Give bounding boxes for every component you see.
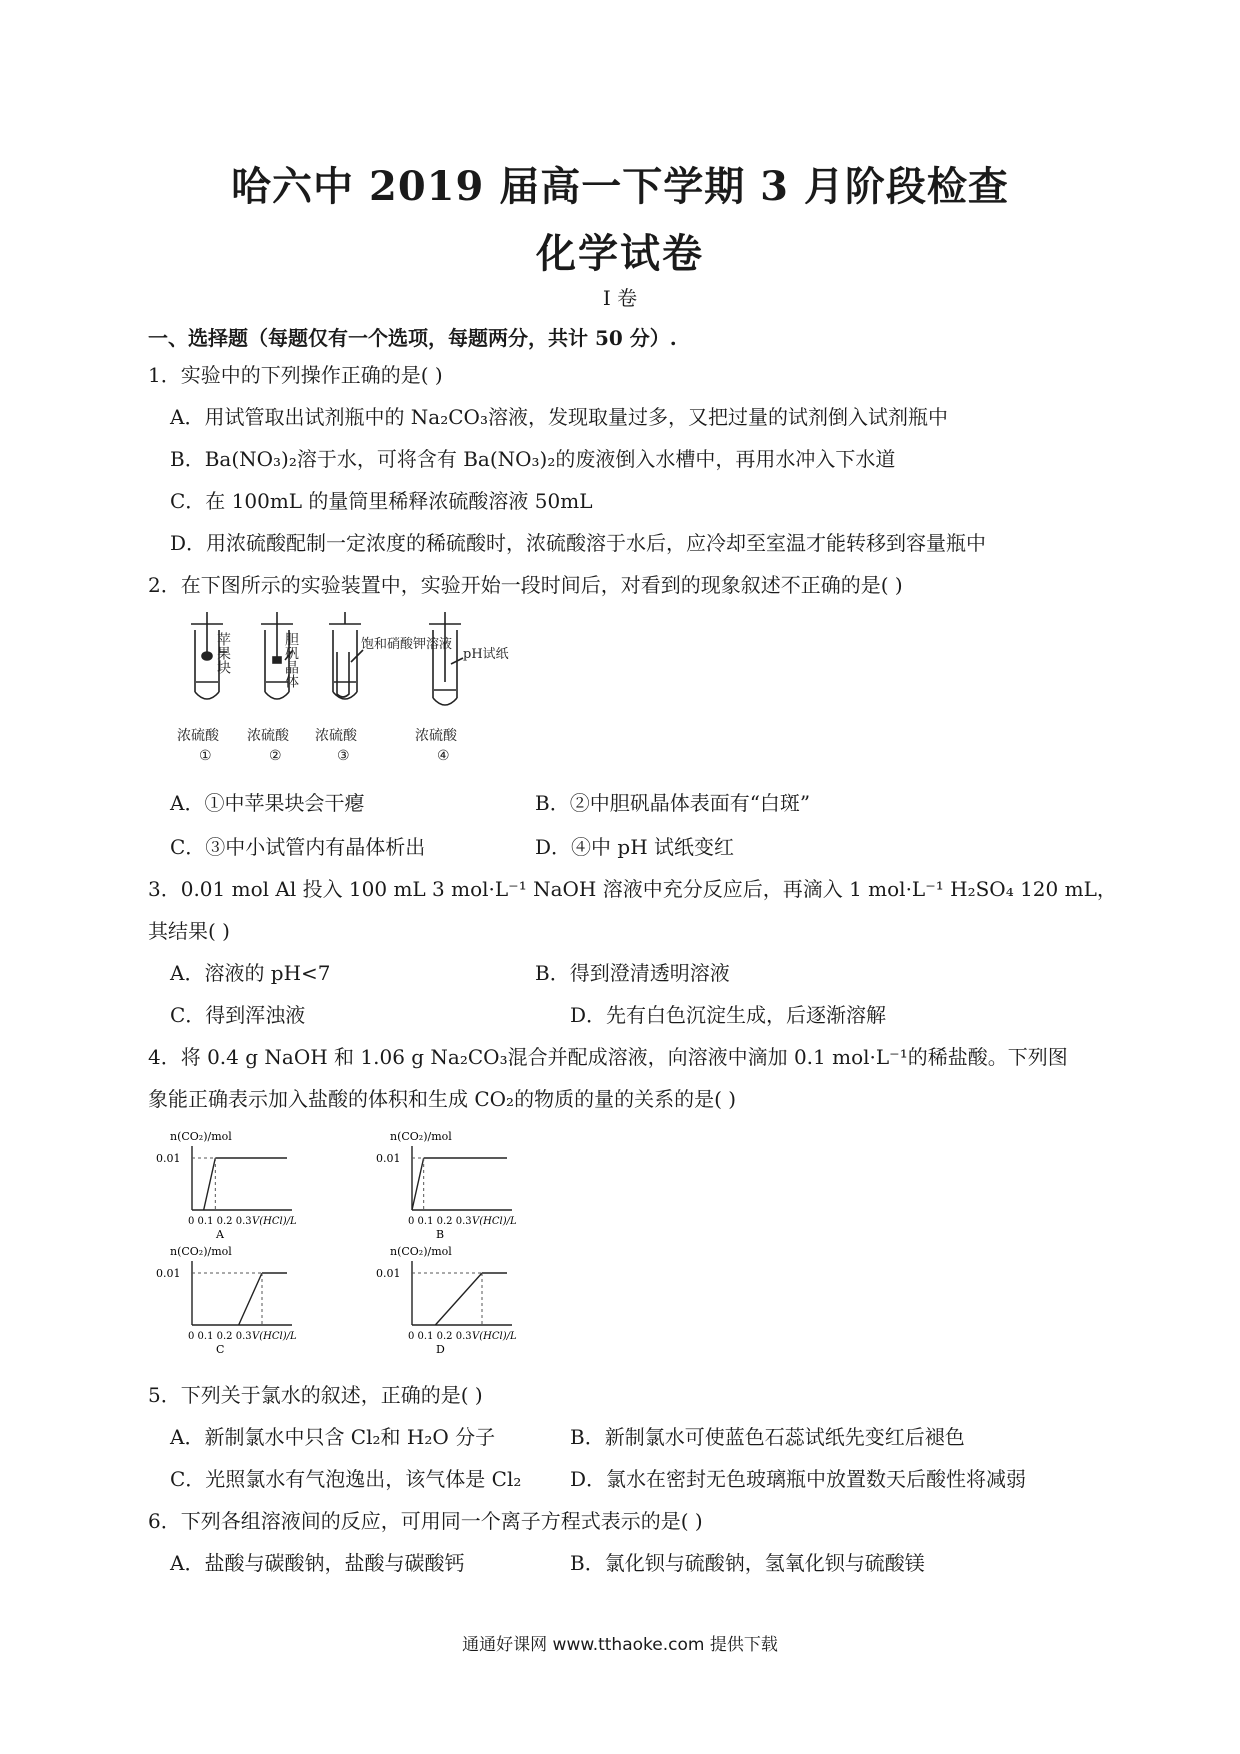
label-kno3: 饱和硝酸钾溶液 (361, 637, 453, 652)
series-rise (435, 1273, 482, 1325)
q5-option-a: A．新制氯水中只含 Cl₂和 H₂O 分子 (170, 1425, 496, 1449)
graph-d (376, 1245, 517, 1356)
q3-option-d: D．先有白色沉淀生成，后逐渐溶解 (570, 1003, 887, 1027)
x-axis-label: V(HCl)/L (252, 1331, 297, 1342)
q5-option-b: B．新制氯水可使蓝色石蕊试纸先变红后褪色 (570, 1425, 965, 1449)
graph-letter: D (436, 1343, 445, 1356)
q2-option-a: A．①中苹果块会干瘪 (170, 791, 365, 815)
graph-letter: A (216, 1228, 224, 1241)
y-axis-label: n(CO₂)/mol (390, 1245, 452, 1258)
label-n1: ① (199, 748, 212, 764)
q2-option-d: D．④中 pH 试纸变红 (535, 835, 734, 859)
y-axis-label: n(CO₂)/mol (170, 1245, 232, 1258)
graph-b (376, 1130, 517, 1241)
q3-stem-line2: 其结果( ) (148, 919, 230, 943)
x-tick-labels: 0 0.1 0.2 0.3 (188, 1216, 252, 1227)
q5-stem: 5．下列关于氯水的叙述，正确的是( ) (148, 1383, 483, 1407)
y-tick-label: 0.01 (376, 1267, 401, 1280)
q3-option-c: C．得到浑浊液 (170, 1003, 306, 1027)
x-axis-label: V(HCl)/L (472, 1216, 517, 1227)
series-rise (412, 1158, 424, 1210)
label-n4: ④ (437, 748, 450, 764)
page-footer: 通通好课网 www.tthaoke.com 提供下载 (462, 1635, 778, 1655)
exam-subtitle: 化学试卷 (536, 230, 704, 277)
q5-option-d: D．氯水在密封无色玻璃瓶中放置数天后酸性将减弱 (570, 1467, 1027, 1491)
q4-stem-line1: 4．将 0.4 g NaOH 和 1.06 g Na₂CO₃混合并配成溶液，向溶液中滴加 0.1 mol·L⁻¹的稀盐酸。下列图 (148, 1045, 1068, 1069)
label-acid-1: 浓硫酸 (177, 728, 219, 744)
label-n3: ③ (337, 748, 350, 764)
label-apple: 苹果块 (215, 632, 231, 674)
label-bluestone: 胆矾晶体 (283, 632, 299, 688)
q3-option-a: A．溶液的 pH<7 (170, 961, 331, 985)
y-tick-label: 0.01 (156, 1152, 181, 1165)
series-rise (204, 1158, 216, 1210)
q1-stem: 1．实验中的下列操作正确的是( ) (148, 363, 443, 387)
q2-option-b: B．②中胆矾晶体表面有“白斑” (535, 791, 811, 815)
volume-label: I 卷 (602, 286, 638, 310)
q1-option-b: B．Ba(NO₃)₂溶于水，可将含有 Ba(NO₃)₂的废液倒入水槽中，再用水冲入下水道 (170, 447, 896, 471)
graph-letter: C (216, 1343, 225, 1356)
graph-a (156, 1130, 297, 1241)
q2-option-c: C．③中小试管内有晶体析出 (170, 835, 426, 859)
q1-option-a: A．用试管取出试剂瓶中的 Na₂CO₃溶液，发现取量过多，又把过量的试剂倒入试剂瓶中 (170, 405, 948, 429)
q3-stem-line1: 3．0.01 mol Al 投入 100 mL 3 mol·L⁻¹ NaOH 溶液中充分反应后，再滴入 1 mol·L⁻¹ H₂SO₄ 120 mL， (148, 877, 1117, 901)
x-tick-labels: 0 0.1 0.2 0.3 (188, 1331, 252, 1342)
section-heading: 一、选择题（每题仅有一个选项，每题两分，共计 50 分）. (148, 326, 677, 350)
label-acid-2: 浓硫酸 (247, 728, 289, 744)
graph-c (156, 1245, 297, 1356)
y-axis-label: n(CO₂)/mol (170, 1130, 232, 1143)
series-rise (239, 1273, 262, 1325)
q2-apparatus-figure (165, 612, 545, 762)
q6-option-b: B．氯化钡与硫酸钠，氢氧化钡与硫酸镁 (570, 1551, 925, 1575)
label-ph-paper: pH试纸 (463, 647, 509, 662)
label-acid-3: 浓硫酸 (315, 728, 357, 744)
graph-letter: B (436, 1228, 445, 1241)
q5-option-c: C．光照氯水有气泡逸出，该气体是 Cl₂ (170, 1467, 522, 1491)
x-tick-labels: 0 0.1 0.2 0.3 (408, 1216, 472, 1227)
x-axis-label: V(HCl)/L (252, 1216, 297, 1227)
label-acid-4: 浓硫酸 (415, 728, 457, 744)
y-tick-label: 0.01 (376, 1152, 401, 1165)
q4-graphs-figure (156, 1128, 590, 1358)
q6-option-a: A．盐酸与碳酸钠，盐酸与碳酸钙 (170, 1551, 465, 1575)
exam-title: 哈六中 2019 届高一下学期 3 月阶段检查 (231, 163, 1009, 210)
q6-stem: 6．下列各组溶液间的反应，可用同一个离子方程式表示的是( ) (148, 1509, 703, 1533)
x-tick-labels: 0 0.1 0.2 0.3 (408, 1331, 472, 1342)
q3-option-b: B．得到澄清透明溶液 (535, 961, 730, 985)
q4-stem-line2: 象能正确表示加入盐酸的体积和生成 CO₂的物质的量的关系的是( ) (148, 1087, 737, 1111)
label-n2: ② (269, 748, 282, 764)
q1-option-d: D．用浓硫酸配制一定浓度的稀硫酸时，浓硫酸溶于水后，应冷却至室温才能转移到容量瓶中 (170, 531, 987, 555)
q2-stem: 2．在下图所示的实验装置中，实验开始一段时间后，对看到的现象叙述不正确的是( ) (148, 573, 903, 597)
x-axis-label: V(HCl)/L (472, 1331, 517, 1342)
y-tick-label: 0.01 (156, 1267, 181, 1280)
y-axis-label: n(CO₂)/mol (390, 1130, 452, 1143)
q1-option-c: C．在 100mL 的量筒里稀释浓硫酸溶液 50mL (170, 489, 593, 513)
